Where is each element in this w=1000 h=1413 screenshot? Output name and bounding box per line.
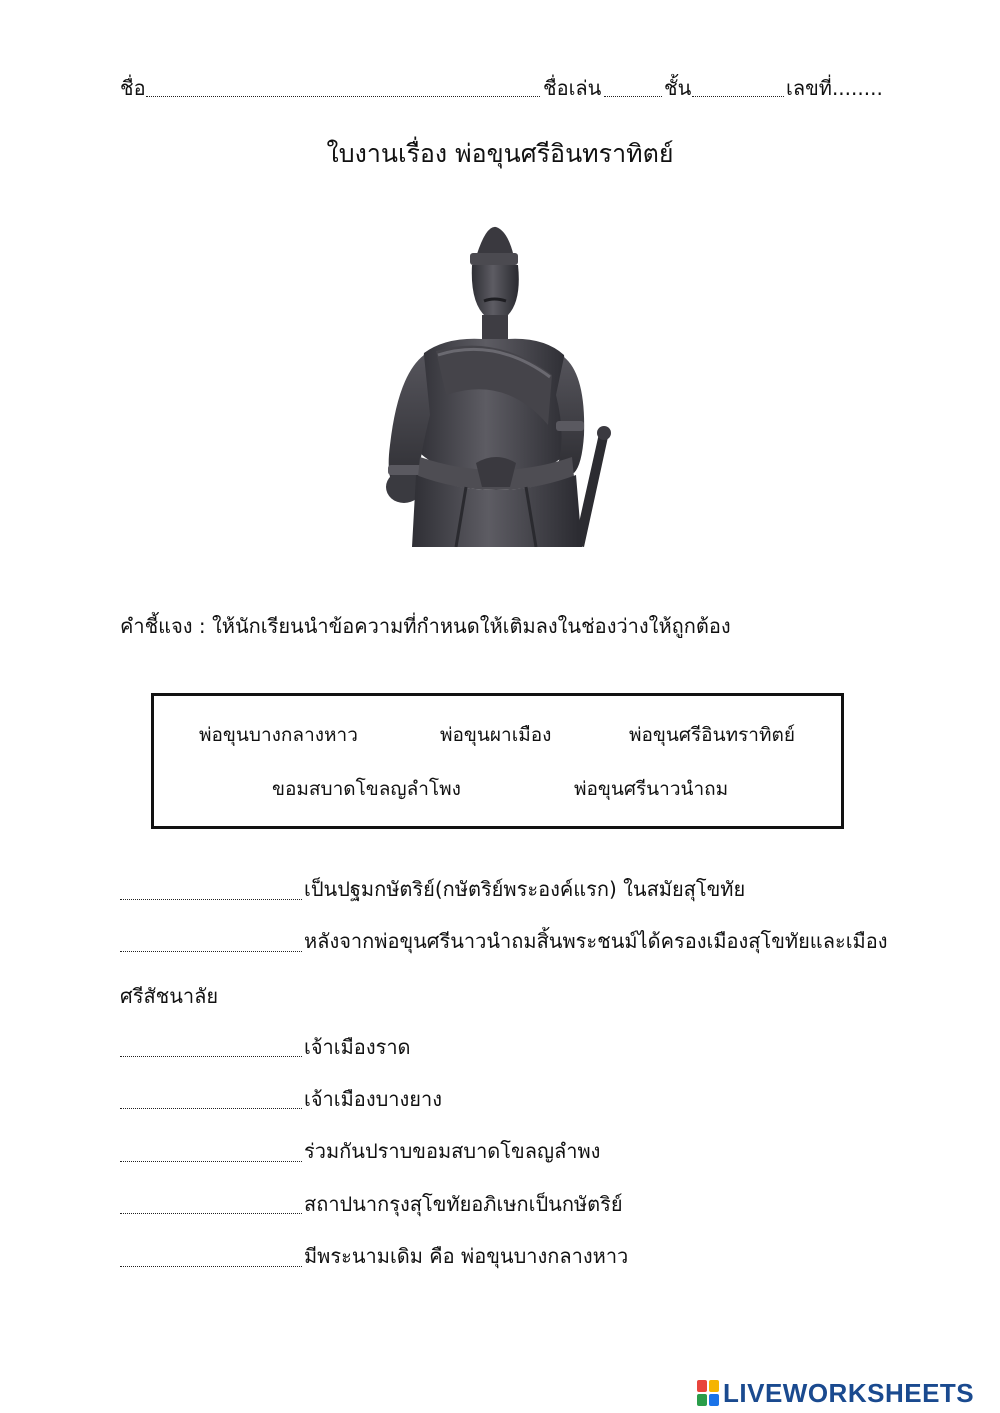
name-field[interactable]	[146, 96, 540, 97]
nickname-field[interactable]	[604, 96, 662, 97]
word-bank	[151, 693, 844, 829]
name-label: ชื่อ	[120, 76, 146, 100]
nickname-label: ชื่อเล่น	[543, 76, 602, 100]
word-bank-item[interactable]: พ่อขุนบางกลางหาว	[199, 724, 358, 746]
answer-blank-4[interactable]	[120, 1108, 302, 1109]
question-text-6: สถาปนากรุงสุโขทัยอภิเษกเป็นกษัตริย์	[304, 1192, 623, 1216]
word-bank-item[interactable]: ขอมสบาดโขลญลำโพง	[272, 778, 461, 800]
question-text-3: เจ้าเมืองราด	[304, 1035, 411, 1059]
answer-blank-2[interactable]	[120, 951, 302, 952]
number-label: เลขที่........	[786, 76, 883, 100]
class-field[interactable]	[692, 96, 784, 97]
liveworksheets-logo	[697, 1378, 974, 1408]
question-text-7: มีพระนามเดิม คือ พ่อขุนบางกลางหาว	[304, 1244, 629, 1268]
instruction-text: คำชี้แจง : ให้นักเรียนนำข้อความที่กำหนดให้เติมลงในช่องว่างให้ถูกต้อง	[120, 614, 731, 638]
class-label: ชั้น	[664, 76, 692, 100]
worksheet-title: ใบงานเรื่อง พ่อขุนศรีอินทราทิตย์	[326, 139, 674, 168]
answer-blank-6[interactable]	[120, 1213, 302, 1214]
answer-blank-7[interactable]	[120, 1266, 302, 1267]
word-bank-item[interactable]: พ่อขุนศรีอินทราทิตย์	[629, 724, 795, 746]
answer-blank-3[interactable]	[120, 1056, 302, 1057]
liveworksheets-icon	[697, 1380, 719, 1406]
statue-image	[376, 225, 620, 547]
answer-blank-5[interactable]	[120, 1161, 302, 1162]
question-text-4: เจ้าเมืองบางยาง	[304, 1087, 442, 1111]
answer-blank-1[interactable]	[120, 899, 302, 900]
liveworksheets-wordmark: LIVEWORKSHEETS	[723, 1377, 975, 1408]
word-bank-item[interactable]: พ่อขุนผาเมือง	[440, 724, 552, 746]
question-text-2: หลังจากพ่อขุนศรีนาวนำถมสิ้นพระชนม์ได้ครองเมืองสุโขทัยและเมือง	[304, 929, 888, 953]
question-text-2-continuation: ศรีสัชนาลัย	[120, 984, 219, 1008]
question-text-5: ร่วมกันปราบขอมสบาดโขลญลำพง	[304, 1139, 601, 1163]
word-bank-item[interactable]: พ่อขุนศรีนาวนำถม	[574, 778, 729, 800]
question-text-1: เป็นปฐมกษัตริย์(กษัตริย์พระองค์แรก) ในสมัยสุโขทัย	[304, 877, 746, 901]
